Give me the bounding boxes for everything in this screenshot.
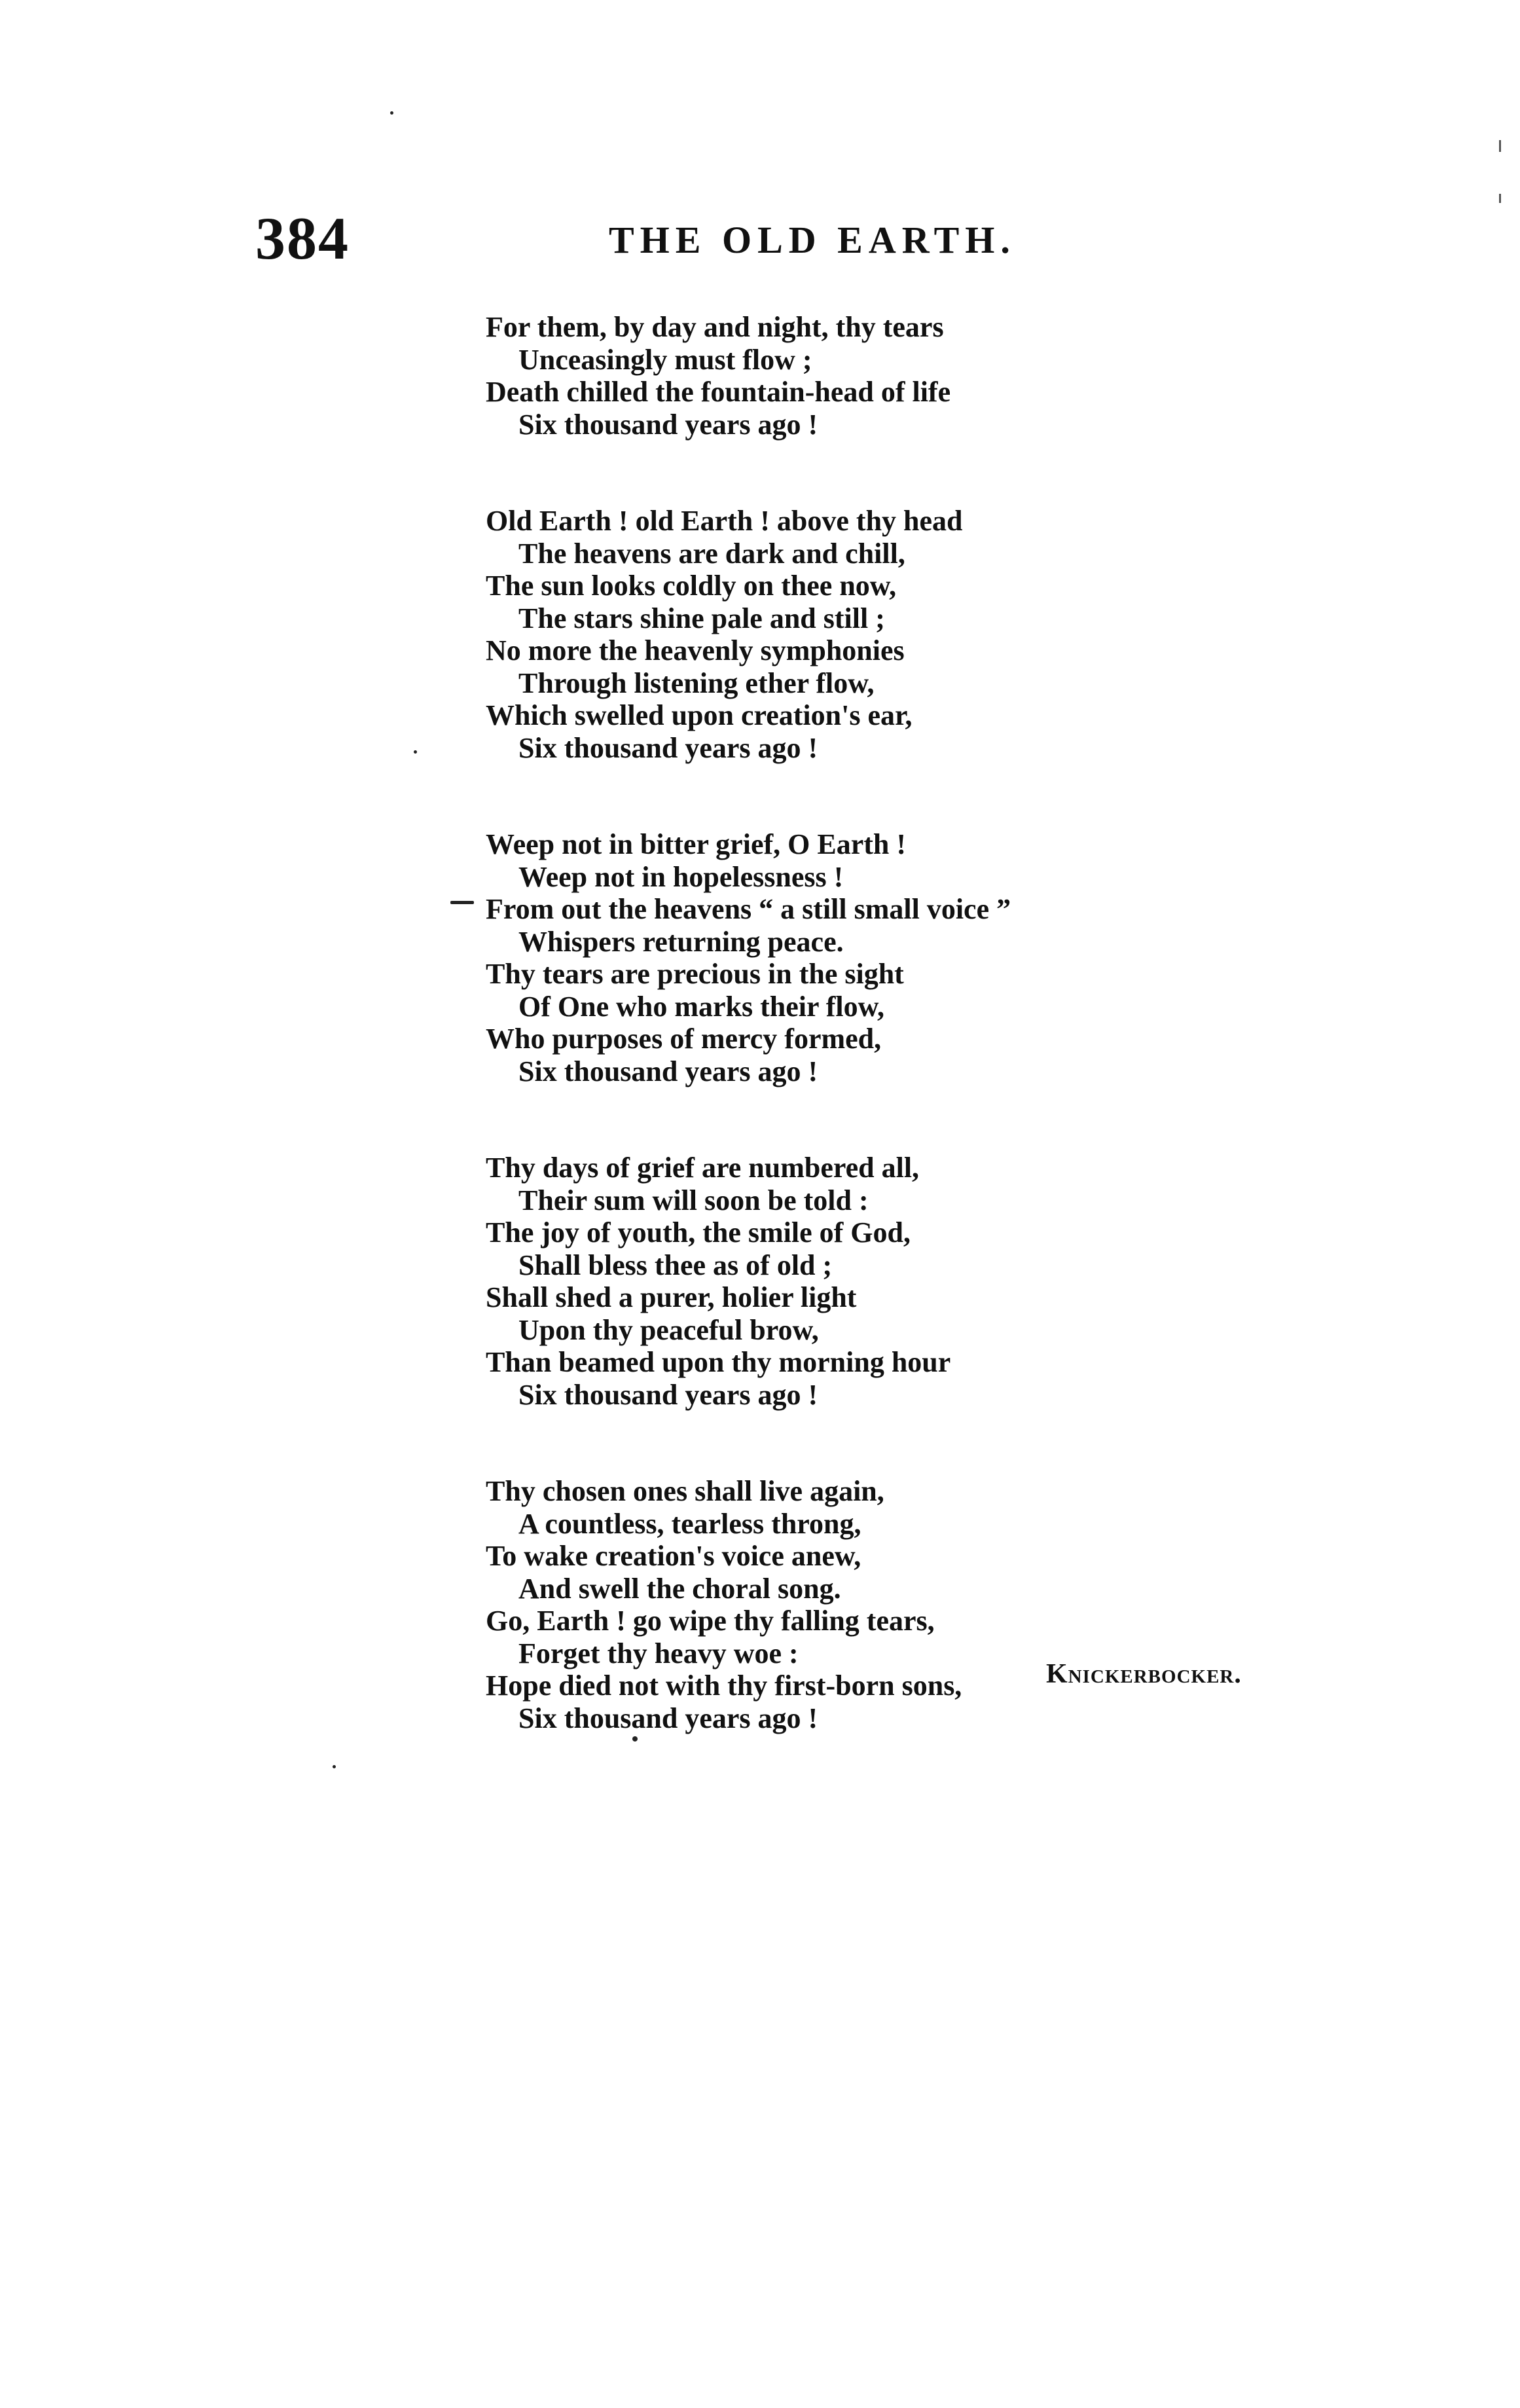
poem-line: Weep not in hopelessness ! xyxy=(518,860,844,893)
poem-line: The heavens are dark and chill, xyxy=(518,537,905,570)
poem-line: Upon thy peaceful brow, xyxy=(518,1313,819,1346)
print-speck xyxy=(333,1765,336,1768)
stanza xyxy=(486,1475,1350,1734)
stanza xyxy=(486,311,1350,441)
poem-line: Shall shed a purer, holier light xyxy=(486,1281,857,1313)
poem-line: Forget thy heavy woe : xyxy=(518,1637,799,1669)
poem-line: A countless, tearless throng, xyxy=(518,1507,861,1540)
poem-body xyxy=(486,311,1350,1798)
poem-line: Whispers returning peace. xyxy=(518,925,844,958)
poem-line: Than beamed upon thy morning hour xyxy=(486,1346,951,1378)
poem-line: Their sum will soon be told : xyxy=(518,1184,869,1216)
poem-line: The sun looks coldly on thee now, xyxy=(486,570,897,602)
poem-signature: Knickerbocker. xyxy=(1046,1659,1242,1689)
poem-line: To wake creation's voice anew, xyxy=(486,1540,861,1572)
stanza xyxy=(486,828,1350,1087)
poem-line: Six thousand years ago ! xyxy=(518,1378,818,1411)
poem-line: Six thousand years ago ! xyxy=(518,408,818,441)
edge-mark xyxy=(1499,194,1501,203)
print-speck xyxy=(414,750,417,754)
poem-line: Who purposes of mercy formed, xyxy=(486,1023,882,1055)
stanza xyxy=(486,1152,1350,1411)
poem-line: Thy tears are precious in the sight xyxy=(486,958,904,990)
poem-line: No more the heavenly symphonies xyxy=(486,634,905,666)
poem-line: The joy of youth, the smile of God, xyxy=(486,1216,911,1249)
poem-line: For them, by day and night, thy tears xyxy=(486,311,944,343)
poem-line: Six thousand years ago ! xyxy=(518,1055,818,1087)
print-speck xyxy=(632,1736,638,1742)
poem-line: Thy chosen ones shall live again, xyxy=(486,1475,884,1507)
poem-line: Shall bless thee as of old ; xyxy=(518,1249,833,1281)
page-number: 384 xyxy=(255,205,350,272)
poem-line: Of One who marks their flow, xyxy=(518,990,884,1023)
poem-line: Unceasingly must flow ; xyxy=(518,343,812,376)
poem-line: Go, Earth ! go wipe thy falling tears, xyxy=(486,1605,935,1637)
poem-line: Which swelled upon creation's ear, xyxy=(486,699,913,731)
print-speck xyxy=(390,111,393,115)
poem-line: Through listening ether flow, xyxy=(518,666,875,699)
poem-line: From out the heavens “ a still small voice ” xyxy=(486,893,1011,925)
margin-dash-mark xyxy=(450,901,474,904)
poem-line: The stars shine pale and still ; xyxy=(518,602,885,634)
poem-line: Hope died not with thy first-born sons, xyxy=(486,1669,962,1702)
edge-mark xyxy=(1499,140,1501,152)
poem-line: Old Earth ! old Earth ! above thy head xyxy=(486,505,963,537)
poem-line: Weep not in bitter grief, O Earth ! xyxy=(486,828,906,860)
poem-line: Six thousand years ago ! xyxy=(518,731,818,764)
poem-line: Six thousand years ago ! xyxy=(518,1702,818,1734)
running-head: THE OLD EARTH. xyxy=(609,219,1016,261)
poem-line: Thy days of grief are numbered all, xyxy=(486,1152,920,1184)
poem-line: Death chilled the fountain-head of life xyxy=(486,376,951,408)
poem-line: And swell the choral song. xyxy=(518,1572,841,1605)
stanza xyxy=(486,505,1350,764)
